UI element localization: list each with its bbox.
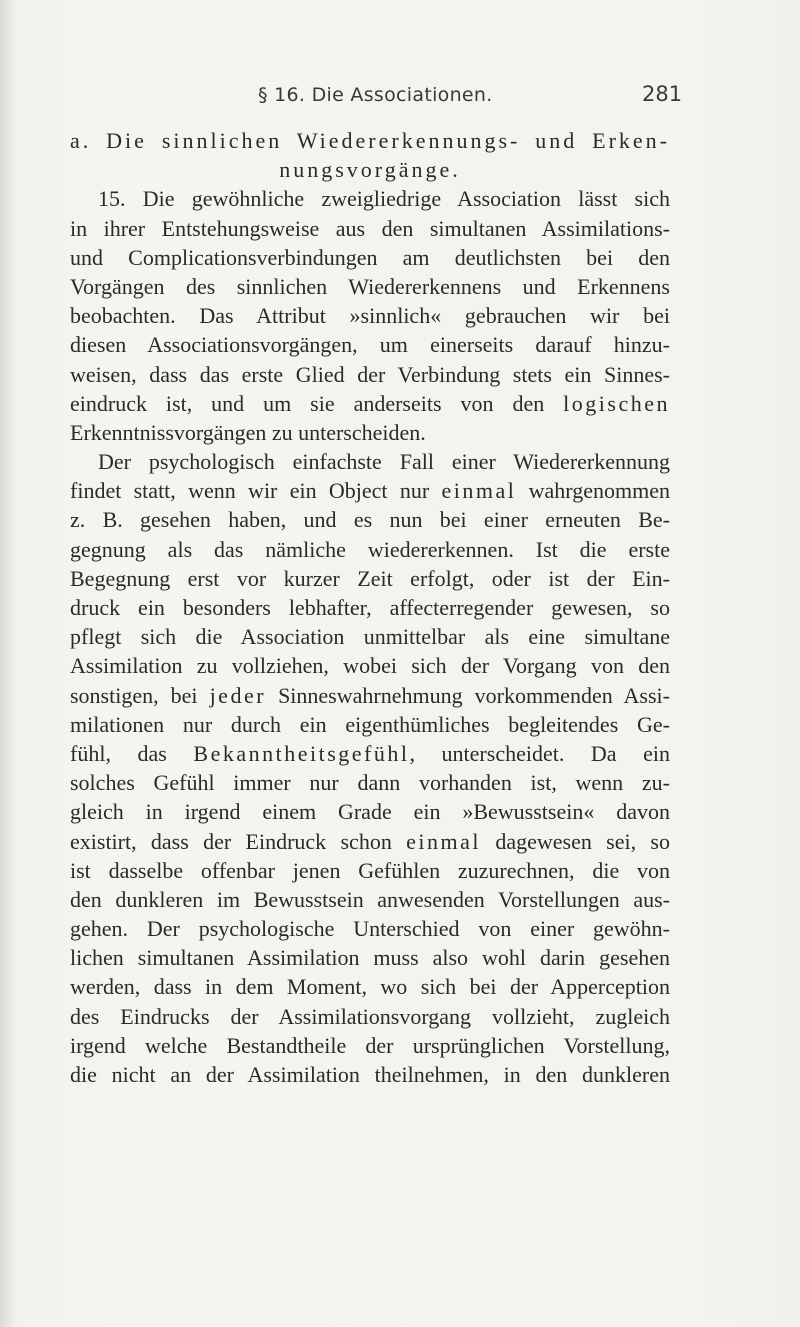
text-line: die nicht an der Assimilation theilnehmen, in den dunkleren (70, 1062, 670, 1087)
text-line: Der psychologisch einfachste Fall einer Wiedererkennung (98, 449, 670, 475)
text-line: pflegt sich die Association unmittelbar als eine simultane (70, 624, 670, 650)
section-heading (70, 126, 670, 184)
paragraph (70, 184, 670, 447)
text-line: Erkenntnissvorgängen zu unterscheiden. (70, 419, 426, 445)
text-line: lichen simultanen Assimilation muss also wohl darin gesehen (70, 945, 670, 971)
text-line: gegnung als das nämliche wiedererkennen. Ist die erste (70, 536, 670, 562)
text-line: 15. Die gewöhnliche zweigliedrige Association lässt sich (98, 186, 670, 212)
running-title: § 16. Die Associationen. (258, 84, 493, 106)
text-line: diesen Associationsvorgängen, um einerseits darauf hinzu- (70, 332, 670, 358)
text-line: druck ein besonders lebhafter, affecterregender gewesen, so (70, 595, 670, 620)
page-header (0, 84, 800, 114)
text-line: beobachten. Das Attribut »sinnlich« gebrauchen wir bei (70, 303, 670, 329)
text-line: weisen, dass das erste Glied der Verbindung stets ein Sinnes- (70, 361, 670, 387)
text-line: des Eindrucks der Assimilationsvorgang vollzieht, zugleich (70, 1003, 670, 1029)
text-line: gehen. Der psychologische Unterschied von einer gewöhn- (70, 916, 670, 942)
text-line: sonstigen, bei jeder Sinneswahrnehmung vorkommenden Assi- (70, 682, 670, 708)
section-heading-line: nungsvorgänge. (279, 157, 461, 183)
text-line: Assimilation zu vollziehen, wobei sich der Vorgang von den (70, 653, 670, 679)
text-line: Vorgängen des sinnlichen Wiedererkennens und Erkennens (70, 273, 670, 299)
text-line: Begegnung erst vor kurzer Zeit erfolgt, oder ist der Ein- (70, 565, 670, 591)
paragraph (70, 447, 670, 1089)
section-heading-line: a. Die sinnlichen Wiedererkennungs- und Erken- (70, 128, 670, 153)
text-line: irgend welche Bestandtheile der ursprünglichen Vorstellung, (70, 1032, 670, 1058)
text-line: existirt, dass der Eindruck schon einmal dagewesen sei, so (70, 828, 670, 854)
text-line: werden, dass in dem Moment, wo sich bei der Apperception (70, 974, 670, 1000)
text-line: fühl, das Bekanntheitsgefühl, unterscheidet. Da ein (70, 740, 671, 766)
text-line: z. B. gesehen haben, und es nun bei einer erneuten Be- (70, 507, 670, 533)
text-line: und Complicationsverbindungen am deutlichsten bei den (70, 244, 670, 270)
page-spine-shadow (0, 0, 14, 1327)
text-line: milationen nur durch ein eigenthümliches begleitendes Ge- (70, 711, 670, 737)
text-line: den dunkleren im Bewusstsein anwesenden Vorstellungen aus- (70, 886, 670, 912)
page-number: 281 (642, 82, 683, 106)
text-line: eindruck ist, und um sie anderseits von den logischen (70, 390, 670, 416)
text-line: solches Gefühl immer nur dann vorhanden ist, wenn zu- (70, 770, 670, 796)
text-line: ist dasselbe offenbar jenen Gefühlen zuzurechnen, die von (70, 857, 670, 883)
text-line: gleich in irgend einem Grade ein »Bewusstsein« davon (70, 799, 670, 825)
body-text (70, 126, 670, 1089)
text-line: in ihrer Entstehungsweise aus den simultanen Assimilations- (70, 215, 670, 241)
text-line: findet statt, wenn wir ein Object nur einmal wahrgenommen (70, 478, 670, 504)
